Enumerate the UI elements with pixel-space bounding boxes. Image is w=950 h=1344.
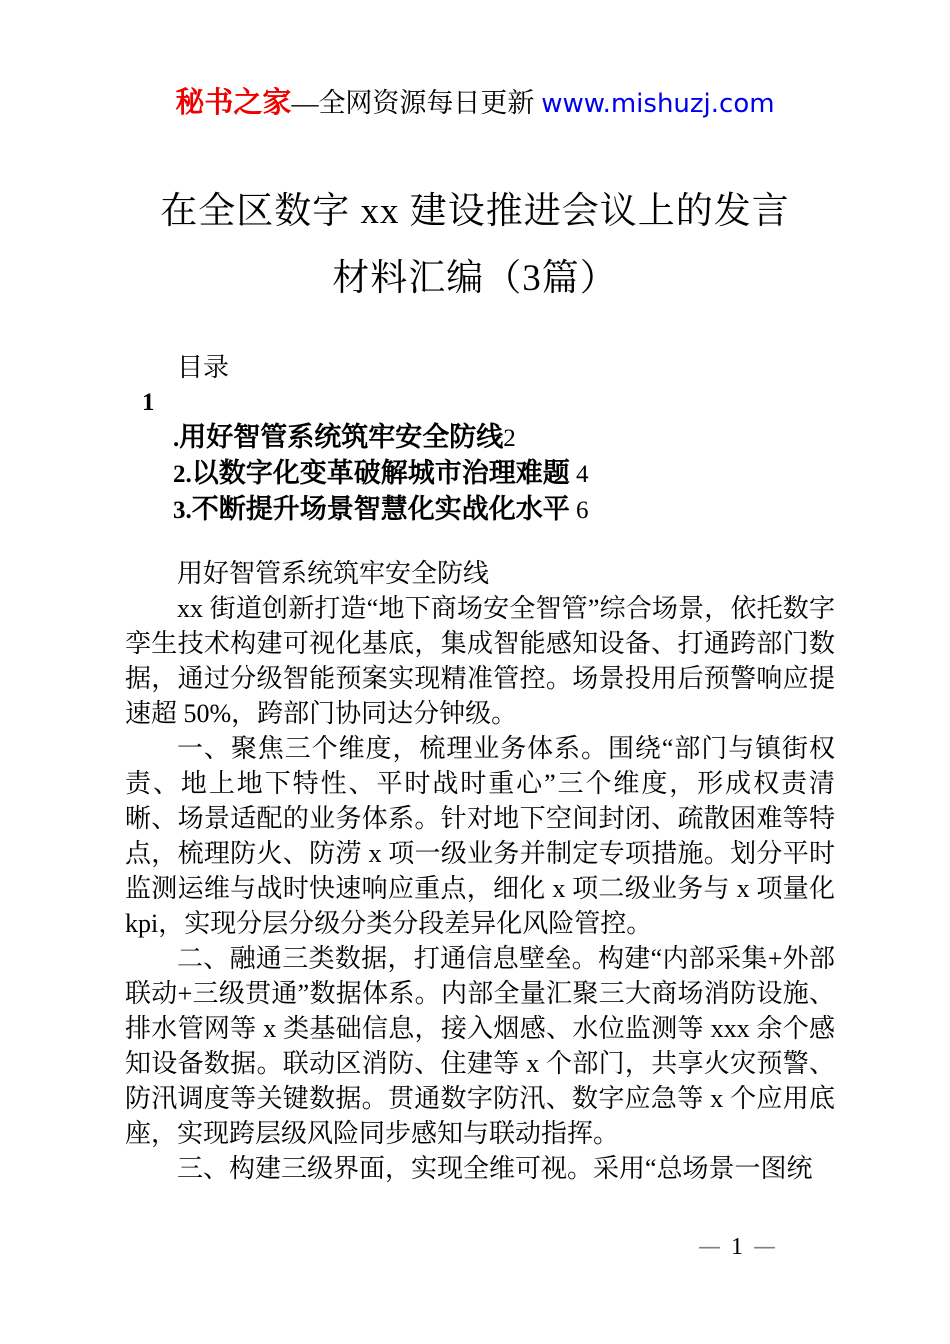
body-paragraph: 二、融通三类数据，打通信息壁垒。构建“内部采集+外部联动+三级贯通”数据体系。内部全量汇聚三大商场消防设施、排水管网等 x 类基础信息，接入烟感、水位监测等 xxx 余个感知设备数据。联动区消防、住建等 x 个部门，共享火灾预警、防汛调度等关键数据。贯通数字防汛、数字应急等 x 个应用底座，实现跨层级风险同步感知与联动指挥。: [125, 944, 835, 1148]
toc-entry-page: 4: [569, 461, 589, 488]
page-number-dash-left: —: [698, 1234, 721, 1260]
site-brand: 秘书之家: [175, 87, 292, 119]
body-paragraph: xx 街道创新打造“地下商场安全智管”综合场景，依托数字孪生技术构建可视化基底，集成智能感知设备、打通跨部门数据，通过分级智能预案实现精准管控。场景投用后预警响应提速超 50%，跨部门协同达分钟级。: [125, 594, 835, 728]
toc-entry-1[interactable]: [173, 420, 845, 456]
document-title: [0, 178, 950, 312]
toc-heading: 目录: [177, 353, 230, 382]
table-of-contents: [125, 350, 845, 528]
toc-entry-page: 2: [503, 425, 516, 452]
section-heading: 用好智管系统筑牢安全防线: [177, 559, 490, 588]
toc-entry-3[interactable]: [173, 492, 845, 528]
document-body: [125, 556, 835, 1186]
toc-entry-number: 2.: [173, 461, 192, 488]
toc-entry-2[interactable]: [173, 456, 845, 492]
site-header: [0, 84, 950, 123]
page-number-footer: [698, 1233, 776, 1261]
document-title-line1: 在全区数字 xx 建设推进会议上的发言: [160, 191, 790, 232]
toc-entry-title: 用好智管系统筑牢安全防线: [179, 422, 504, 452]
toc-entry-number: 3.: [173, 497, 192, 524]
site-url-link[interactable]: www.mishuzj.com: [541, 89, 775, 119]
toc-entry-page: 6: [569, 497, 589, 524]
body-paragraph: 一、聚焦三个维度，梳理业务体系。围绕“部门与镇街权责、地上地下特性、平时战时重心”三个维度，形成权责清晰、场景适配的业务体系。针对地下空间封闭、疏散困难等特点，梳理防火、防涝 x 项一级业务并制定专项措施。划分平时监测运维与战时快速响应重点，细化 x 项二级业务与 x 项量化 kpi，实现分层分级分类分段差异化风险管控。: [125, 734, 835, 938]
toc-entry-title: 以数字化变革破解城市治理难题: [191, 458, 570, 488]
toc-entry-title: 不断提升场景智慧化实战化水平: [191, 494, 570, 524]
document-title-line2: 材料汇编（3篇）: [332, 258, 618, 299]
page-number: 1: [731, 1234, 743, 1260]
body-paragraph: 三、构建三级界面，实现全维可视。采用“总场景一图统: [177, 1154, 813, 1183]
page-number-dash-right: —: [753, 1234, 776, 1260]
toc-stray-number: 1: [142, 389, 155, 416]
toc-entry-number: .: [173, 425, 180, 452]
site-tagline: —全网资源每日更新: [291, 88, 542, 118]
